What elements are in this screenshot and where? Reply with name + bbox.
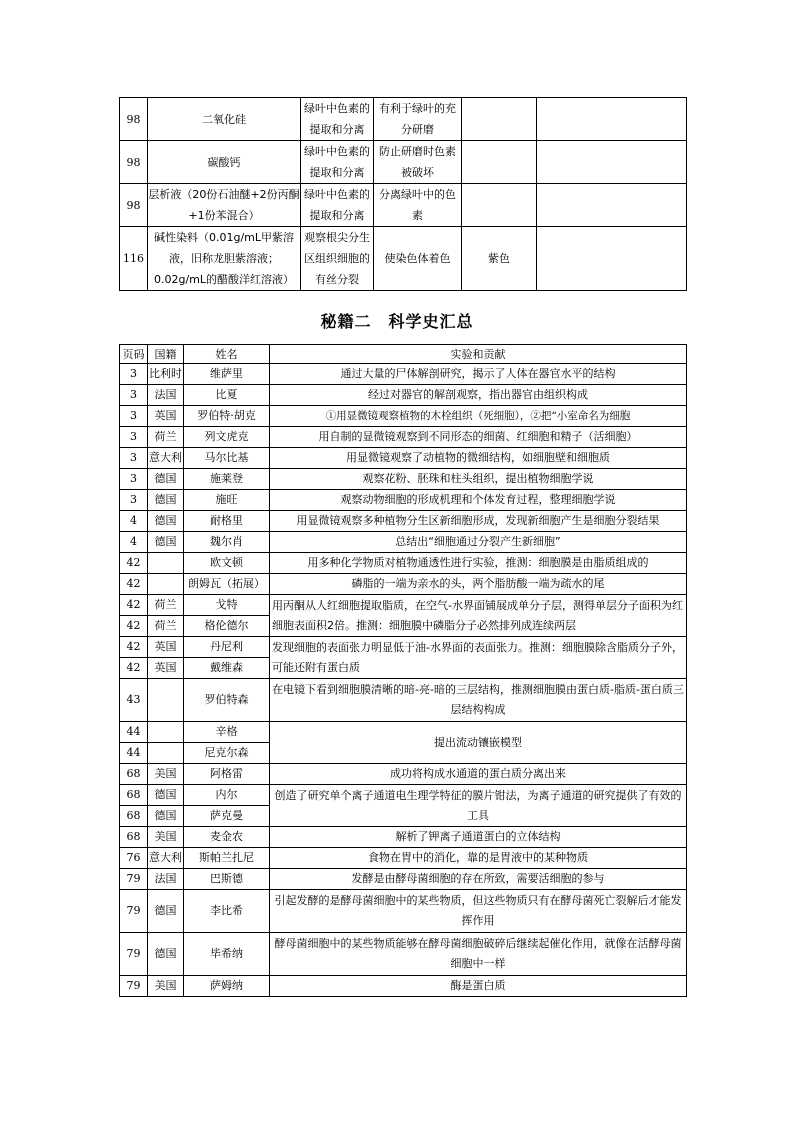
contribution-cell: 引起发酵的是酵母菌细胞中的某些物质，但这些物质只有在酵母菌死亡裂解后才能发挥作用 [270, 890, 687, 933]
name-cell: 丹尼利 [184, 637, 270, 658]
reagent-cell: 碳酸钙 [148, 141, 301, 184]
page-cell: 3 [120, 490, 148, 511]
name-cell: 施旺 [184, 490, 270, 511]
country-cell: 荷兰 [148, 427, 184, 448]
contribution-cell: 解析了钾离子通道蛋白的立体结构 [270, 827, 687, 848]
reagent-table [119, 97, 687, 291]
contribution-cell: 经过对器官的解剖观察，指出器官由组织构成 [270, 385, 687, 406]
experiment-cell: 观察根尖分生区组织细胞的有丝分裂 [301, 227, 374, 291]
country-cell: 德国 [148, 890, 184, 933]
reagent-cell: 碱性染料（0.01g/mL甲紫溶液，旧称龙胆紫溶液；0.02g/mL的醋酸洋红溶液） [148, 227, 301, 291]
contribution-cell: 成功将构成水通道的蛋白质分离出来 [270, 764, 687, 785]
name-cell: 戴维森 [184, 658, 270, 679]
table-row [120, 364, 687, 385]
country-cell: 法国 [148, 869, 184, 890]
country-cell: 荷兰 [148, 616, 184, 637]
table-row [120, 427, 687, 448]
page-cell: 42 [120, 637, 148, 658]
note-cell [537, 227, 687, 291]
country-cell: 美国 [148, 976, 184, 997]
phenomenon-cell: 紫色 [462, 227, 537, 291]
contribution-cell: 发酵是由酵母菌细胞的存在所致，需要活细胞的参与 [270, 869, 687, 890]
contribution-cell: 通过大量的尸体解剖研究，揭示了人体在器官水平的结构 [270, 364, 687, 385]
name-cell: 维萨里 [184, 364, 270, 385]
name-cell: 马尔比基 [184, 448, 270, 469]
page-cell: 79 [120, 890, 148, 933]
country-cell: 法国 [148, 385, 184, 406]
page-cell: 44 [120, 743, 148, 764]
table-row [120, 890, 687, 933]
table-row [120, 469, 687, 490]
name-cell: 巴斯德 [184, 869, 270, 890]
table-row [120, 869, 687, 890]
contribution-cell: 在电镜下看到细胞膜清晰的暗-亮-暗的三层结构，推测细胞膜由蛋白质-脂质-蛋白质三层结构构成 [270, 679, 687, 722]
name-cell: 萨克曼 [184, 806, 270, 827]
country-cell [148, 679, 184, 722]
table-row [120, 141, 687, 184]
page-cell: 116 [120, 227, 148, 291]
table-row [120, 933, 687, 976]
name-cell: 毕希纳 [184, 933, 270, 976]
page-cell: 79 [120, 869, 148, 890]
reagent-cell: 层析液（20份石油醚+2份丙酮+1份苯混合） [148, 184, 301, 227]
contribution-cell: 用自制的显微镜观察到不同形态的细菌、红细胞和精子（活细胞） [270, 427, 687, 448]
page-cell: 4 [120, 532, 148, 553]
name-cell: 格伦德尔 [184, 616, 270, 637]
page-cell: 68 [120, 785, 148, 806]
science-history-table [119, 344, 687, 997]
purpose-cell: 使染色体着色 [374, 227, 462, 291]
contribution-cell: 用多种化学物质对植物通透性进行实验，推测：细胞膜是由脂质组成的 [270, 553, 687, 574]
name-cell: 戈特 [184, 595, 270, 616]
contribution-cell-merged: 用丙酮从人红细胞提取脂质，在空气-水界面铺展成单分子层，测得单层分子面积为红细胞表面积2倍。推测：细胞膜中磷脂分子必然排列成连续两层 [270, 595, 687, 637]
phenomenon-cell [462, 184, 537, 227]
page-cell: 98 [120, 141, 148, 184]
country-cell: 德国 [148, 806, 184, 827]
table-row [120, 722, 687, 743]
table-row [120, 227, 687, 291]
name-cell: 魏尔肖 [184, 532, 270, 553]
name-cell: 耐格里 [184, 511, 270, 532]
country-cell: 德国 [148, 532, 184, 553]
page-cell: 68 [120, 806, 148, 827]
experiment-cell: 绿叶中色素的提取和分离 [301, 98, 374, 141]
table-row [120, 764, 687, 785]
table-row [120, 406, 687, 427]
name-cell: 施莱登 [184, 469, 270, 490]
page-cell: 79 [120, 933, 148, 976]
page-cell: 98 [120, 98, 148, 141]
table-row [120, 827, 687, 848]
header-country: 国籍 [148, 345, 184, 364]
name-cell: 欧文顿 [184, 553, 270, 574]
table-row [120, 98, 687, 141]
page-cell: 79 [120, 976, 148, 997]
contribution-cell: 用显微镜观察多种植物分生区新细胞形成，发现新细胞产生是细胞分裂结果 [270, 511, 687, 532]
page-cell: 42 [120, 658, 148, 679]
table-row [120, 574, 687, 595]
table-row [120, 532, 687, 553]
page-cell: 76 [120, 848, 148, 869]
contribution-cell: 观察动物细胞的形成机理和个体发育过程，整理细胞学说 [270, 490, 687, 511]
name-cell: 麦金农 [184, 827, 270, 848]
table-row [120, 976, 687, 997]
table-row [120, 448, 687, 469]
country-cell [148, 722, 184, 743]
country-cell: 德国 [148, 933, 184, 976]
page-cell: 3 [120, 469, 148, 490]
table-row [120, 553, 687, 574]
contribution-cell-merged: 创造了研究单个离子通道电生理学特征的膜片钳法，为离子通道的研究提供了有效的工具 [270, 785, 687, 827]
page-cell: 68 [120, 827, 148, 848]
contribution-cell: 食物在胃中的消化，靠的是胃液中的某种物质 [270, 848, 687, 869]
purpose-cell: 有利于绿叶的充分研磨 [374, 98, 462, 141]
contribution-cell: 酶是蛋白质 [270, 976, 687, 997]
section-title: 秘籍二 科学史汇总 [320, 312, 474, 331]
page-cell: 44 [120, 722, 148, 743]
name-cell: 比夏 [184, 385, 270, 406]
phenomenon-cell [462, 141, 537, 184]
country-cell: 意大利 [148, 448, 184, 469]
contribution-cell: 磷脂的一端为亲水的头，两个脂肪酸一端为疏水的尾 [270, 574, 687, 595]
name-cell: 尼克尔森 [184, 743, 270, 764]
name-cell: 萨姆纳 [184, 976, 270, 997]
table-row [120, 637, 687, 658]
country-cell: 德国 [148, 785, 184, 806]
name-cell: 列文虎克 [184, 427, 270, 448]
phenomenon-cell [462, 98, 537, 141]
page-cell: 42 [120, 616, 148, 637]
page-cell: 3 [120, 448, 148, 469]
page-cell: 3 [120, 406, 148, 427]
country-cell [148, 574, 184, 595]
country-cell: 美国 [148, 764, 184, 785]
country-cell: 比利时 [148, 364, 184, 385]
purpose-cell: 防止研磨时色素被破坏 [374, 141, 462, 184]
name-cell: 阿格雷 [184, 764, 270, 785]
page-cell: 68 [120, 764, 148, 785]
country-cell: 美国 [148, 827, 184, 848]
country-cell: 荷兰 [148, 595, 184, 616]
table-row [120, 785, 687, 806]
reagent-cell: 二氧化硅 [148, 98, 301, 141]
table-row [120, 595, 687, 616]
country-cell [148, 553, 184, 574]
experiment-cell: 绿叶中色素的提取和分离 [301, 141, 374, 184]
name-cell: 罗伯特·胡克 [184, 406, 270, 427]
table-row [120, 385, 687, 406]
country-cell: 德国 [148, 469, 184, 490]
name-cell: 内尔 [184, 785, 270, 806]
note-cell [537, 98, 687, 141]
note-cell [537, 184, 687, 227]
country-cell: 德国 [148, 490, 184, 511]
contribution-cell-merged: 发现细胞的表面张力明显低于油-水界面的表面张力。推测：细胞膜除含脂质分子外，可能还附有蛋白质 [270, 637, 687, 679]
purpose-cell: 分离绿叶中的色素 [374, 184, 462, 227]
page-cell: 4 [120, 511, 148, 532]
name-cell: 辛格 [184, 722, 270, 743]
experiment-cell: 绿叶中色素的提取和分离 [301, 184, 374, 227]
country-cell: 德国 [148, 511, 184, 532]
page-cell: 42 [120, 574, 148, 595]
page-cell: 42 [120, 553, 148, 574]
name-cell: 斯帕兰扎尼 [184, 848, 270, 869]
page-cell: 43 [120, 679, 148, 722]
name-cell: 李比希 [184, 890, 270, 933]
table-row [120, 511, 687, 532]
header-name: 姓名 [184, 345, 270, 364]
header-contribution: 实验和贡献 [270, 345, 687, 364]
country-cell [148, 743, 184, 764]
page-cell: 98 [120, 184, 148, 227]
table-row [120, 184, 687, 227]
contribution-cell-merged: 提出流动镶嵌模型 [270, 722, 687, 764]
contribution-cell: 酵母菌细胞中的某些物质能够在酵母菌细胞破碎后继续起催化作用，就像在活酵母菌细胞中一样 [270, 933, 687, 976]
name-cell: 罗伯特森 [184, 679, 270, 722]
country-cell: 英国 [148, 406, 184, 427]
header-page: 页码 [120, 345, 148, 364]
contribution-cell: 观察花粉、胚珠和柱头组织，提出植物细胞学说 [270, 469, 687, 490]
page-cell: 3 [120, 427, 148, 448]
country-cell: 意大利 [148, 848, 184, 869]
country-cell: 英国 [148, 658, 184, 679]
contribution-cell: 用显微镜观察了动植物的微细结构，如细胞壁和细胞质 [270, 448, 687, 469]
table-row [120, 490, 687, 511]
table-header [120, 345, 687, 364]
country-cell: 英国 [148, 637, 184, 658]
page-cell: 42 [120, 595, 148, 616]
name-cell: 朗姆瓦（拓展） [184, 574, 270, 595]
page-cell: 3 [120, 385, 148, 406]
contribution-cell: 总结出“细胞通过分裂产生新细胞” [270, 532, 687, 553]
table-row [120, 848, 687, 869]
table-row [120, 679, 687, 722]
contribution-cell: ①用显微镜观察植物的木栓组织（死细胞），②把“小室命名为细胞 [270, 406, 687, 427]
note-cell [537, 141, 687, 184]
page-cell: 3 [120, 364, 148, 385]
